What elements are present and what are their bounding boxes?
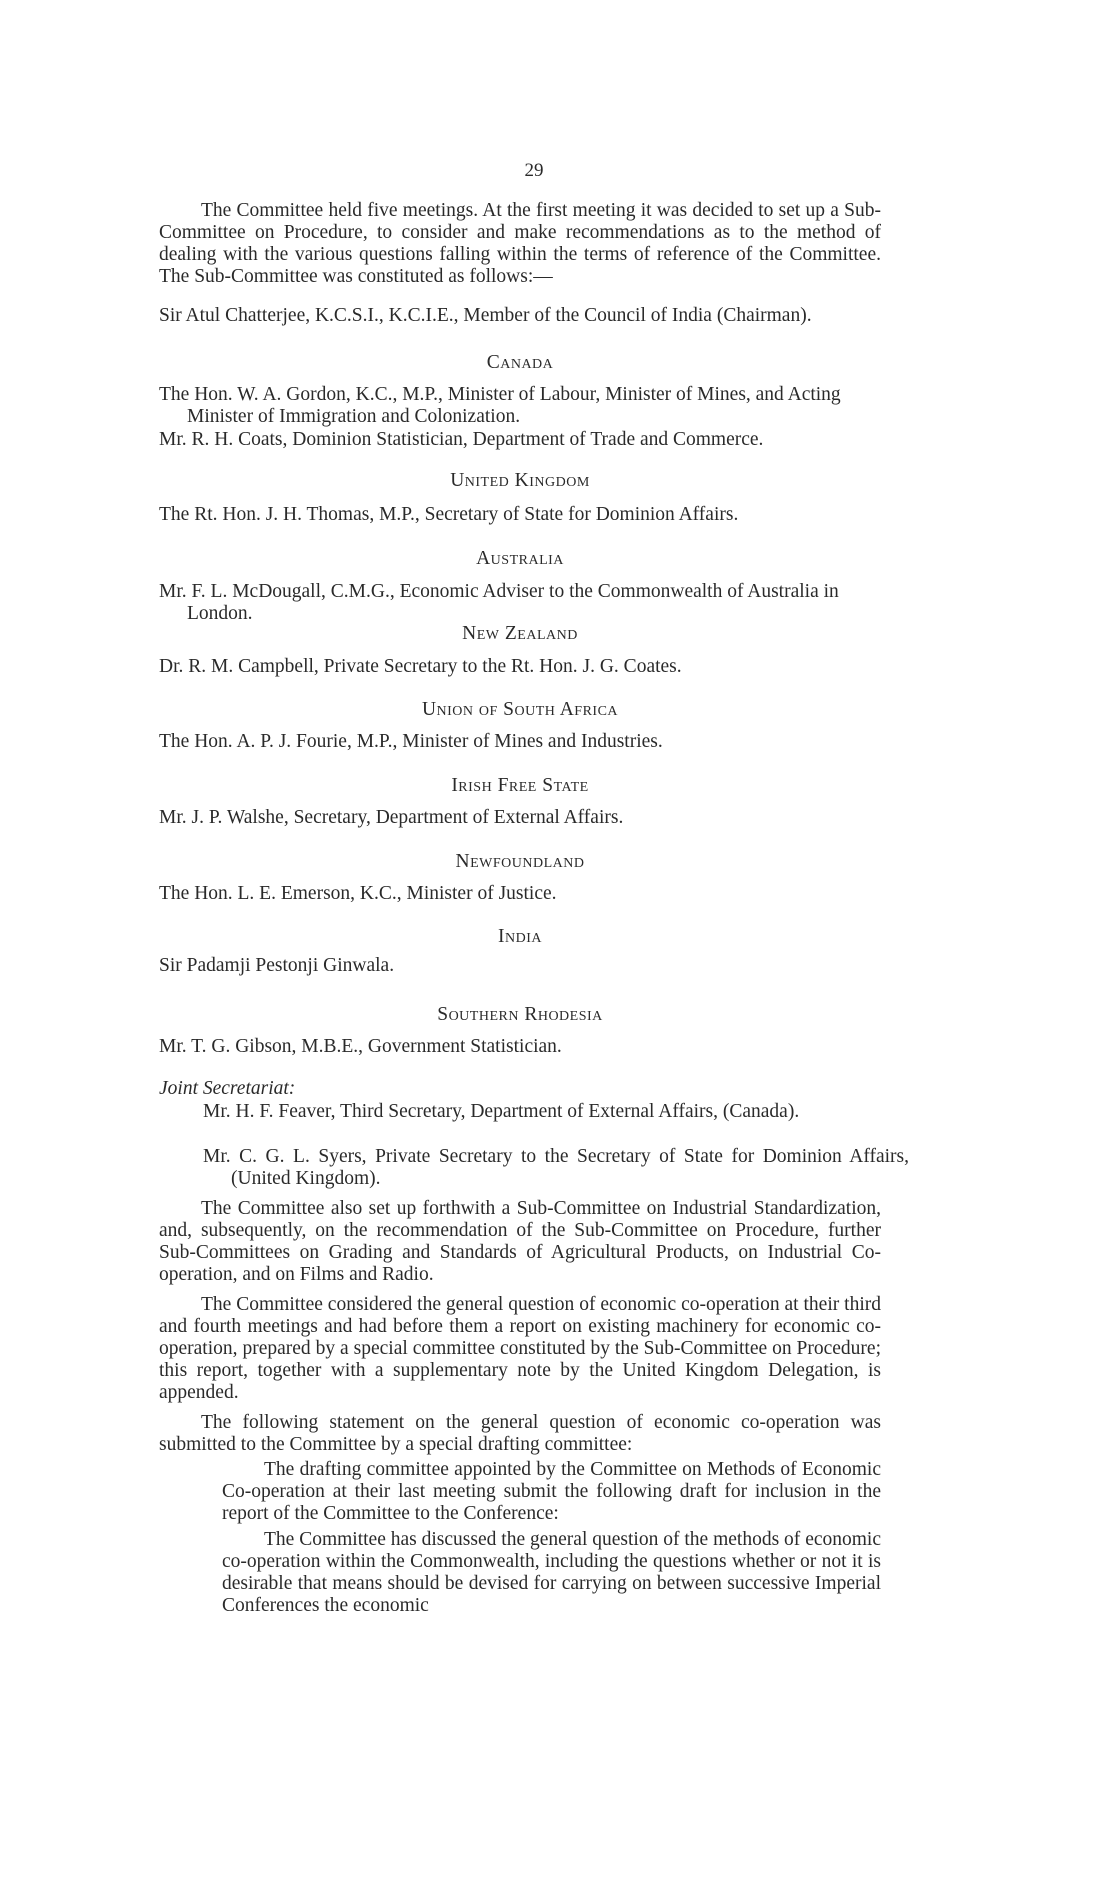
heading-newfoundland: Newfoundland [455, 851, 585, 872]
heading-uk: United Kingdom [450, 470, 590, 491]
paragraph-statement-intro: The following statement on the general question of economic co-operation was submitted to the Committee by a special drafting committee: [159, 1412, 881, 1455]
member-india-1: Sir Padamji Pestonji Ginwala. [159, 955, 395, 976]
member-canada-1: The Hon. W. A. Gordon, K.C., M.P., Minister of Labour, Minister of Mines, and Acting Minister of Immigration and Colonization. [159, 384, 841, 427]
heading-irish-free-state: Irish Free State [451, 775, 589, 796]
heading-canada: Canada [486, 352, 554, 373]
joint-secretariat-heading: Joint Secretariat: [159, 1078, 296, 1099]
chairman-entry: Sir Atul Chatterjee, K.C.S.I., K.C.I.E., Member of the Council of India (Chairman). [159, 305, 812, 326]
member-uk-1: The Rt. Hon. J. H. Thomas, M.P., Secretary of State for Dominion Affairs. [159, 504, 739, 525]
paragraph-subcommittees: The Committee also set up forthwith a Sub-Committee on Industrial Standardization, and, subsequently, on the recommendation of the Sub-Committee on Procedure, further Sub-Committees on Grading and Standards of Agricultural Products, on Industrial Co-operation, and on Films and Radio. [159, 1198, 881, 1285]
heading-new-zealand: New Zealand [462, 623, 578, 644]
intro-paragraph: The Committee held five meetings. At the first meeting it was decided to set up a Sub-Committee on Procedure, to consider and make recommendations as to the method of dealing with the various questions falling within the terms of reference of the Committee. The Sub-Committee was constituted as follows:— [159, 200, 881, 287]
member-newfoundland-1: The Hon. L. E. Emerson, K.C., Minister of Justice. [159, 883, 557, 904]
quoted-drafting-committee: The drafting committee appointed by the Committee on Methods of Economic Co-operation at their last meeting submit the following draft for inclusion in the report of the Committee to the Conference: [222, 1459, 881, 1524]
member-irish-1: Mr. J. P. Walshe, Secretary, Department of External Affairs. [159, 807, 624, 828]
member-south-africa-1: The Hon. A. P. J. Fourie, M.P., Minister of Mines and Industries. [159, 731, 663, 752]
secretariat-member-1: Mr. H. F. Feaver, Third Secretary, Department of External Affairs, (Canada). [203, 1101, 800, 1122]
member-nz-1: Dr. R. M. Campbell, Private Secretary to the Rt. Hon. J. G. Coates. [159, 656, 682, 677]
member-canada-2: Mr. R. H. Coats, Dominion Statistician, Department of Trade and Commerce. [159, 429, 764, 450]
heading-india: India [498, 926, 542, 947]
quoted-committee-discussion: The Committee has discussed the general question of the methods of economic co-operation within the Commonwealth, including the questions whether or not it is desirable that means should be devised for carrying on between successive Imperial Conferences the economic [222, 1529, 881, 1616]
member-australia-1: Mr. F. L. McDougall, C.M.G., Economic Adviser to the Commonwealth of Australia in London. [159, 581, 839, 624]
paragraph-economic-cooperation: The Committee considered the general question of economic co-operation at their third and fourth meetings and had before them a report on existing machinery for economic co-operation, prepared by a special committee constituted by the Sub-Committee on Procedure; this report, together with a supplementary note by the United Kingdom Delegation, is appended. [159, 1294, 881, 1403]
member-rhodesia-1: Mr. T. G. Gibson, M.B.E., Government Statistician. [159, 1036, 562, 1057]
heading-australia: Australia [476, 548, 564, 569]
heading-southern-rhodesia: Southern Rhodesia [437, 1004, 603, 1025]
page-number: 29 [524, 160, 544, 181]
secretariat-member-2: Mr. C. G. L. Syers, Private Secretary to the Secretary of State for Dominion Affairs, (United Kingdom). [203, 1146, 909, 1189]
heading-south-africa: Union of South Africa [421, 699, 619, 720]
